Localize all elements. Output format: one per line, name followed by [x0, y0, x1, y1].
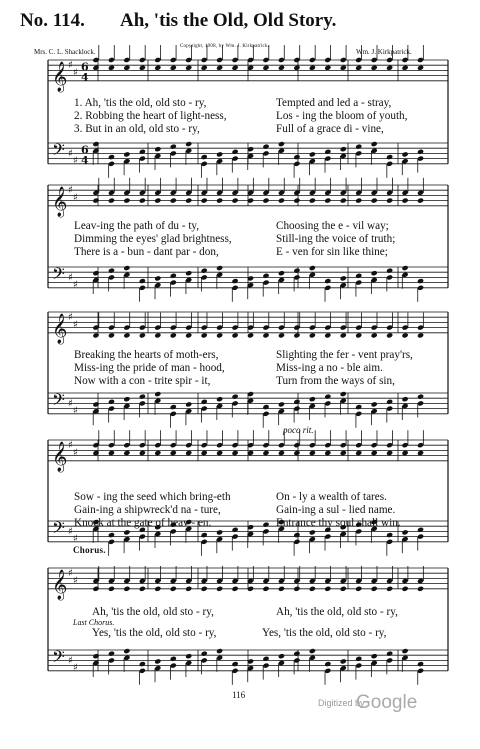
- chorus-line1-left: Ah, 'tis the old, old sto - ry,: [92, 606, 214, 618]
- notehead: [293, 450, 300, 456]
- notehead: [216, 151, 223, 157]
- lyric-s1-v2-right: Los - ing the bloom of youth,: [276, 110, 408, 122]
- notehead: [232, 198, 239, 204]
- notehead: [262, 273, 269, 279]
- notehead: [216, 648, 223, 654]
- notehead: [324, 450, 331, 456]
- notehead: [170, 65, 177, 71]
- notehead: [262, 144, 269, 150]
- notehead: [232, 394, 239, 400]
- bass-clef-icon: 𝄢: [52, 646, 65, 671]
- notehead: [293, 586, 300, 592]
- lyric-s2-v3-left: There is a - bun - dant par - don,: [74, 246, 219, 258]
- lyricist-credit: Mrs. C. L. Shacklock.: [34, 48, 96, 56]
- notehead: [92, 270, 99, 276]
- notehead: [262, 586, 269, 592]
- notehead: [324, 394, 331, 400]
- lyric-s1-v3-left: 3. But in an old, old sto - ry,: [74, 123, 200, 135]
- sharp-icon: ♯: [68, 312, 73, 324]
- lyric-s3-v1-left: Breaking the hearts of moth-ers,: [74, 349, 219, 361]
- notehead: [139, 149, 146, 155]
- notehead: [355, 144, 362, 150]
- notehead: [185, 198, 192, 204]
- notehead: [340, 146, 347, 152]
- notehead: [386, 332, 393, 338]
- notehead: [185, 653, 192, 659]
- notehead: [340, 586, 347, 592]
- notehead: [201, 198, 208, 204]
- notehead: [293, 651, 300, 657]
- notehead: [355, 65, 362, 71]
- notehead: [402, 648, 409, 654]
- sharp-icon: ♯: [68, 398, 73, 410]
- notehead: [123, 529, 130, 535]
- notehead: [216, 65, 223, 71]
- notehead: [262, 450, 269, 456]
- notehead: [232, 332, 239, 338]
- time-signature-bottom: 4: [81, 70, 89, 84]
- notehead: [216, 198, 223, 204]
- lyric-s4-v2-left: Gain-ing a shipwreck'd na - ture,: [74, 504, 221, 516]
- notehead: [309, 396, 316, 402]
- notehead: [278, 198, 285, 204]
- notehead: [123, 648, 130, 654]
- chorus-line2-right: Yes, 'tis the old, old sto - ry,: [262, 627, 387, 639]
- notehead: [371, 653, 378, 659]
- lyric-s2-v1-right: Choosing the e - vil way;: [276, 220, 389, 232]
- notehead: [232, 661, 239, 667]
- notehead: [262, 332, 269, 338]
- sharp-icon: ♯: [68, 440, 73, 452]
- notehead: [386, 450, 393, 456]
- page-number: 116: [232, 690, 246, 700]
- notehead: [170, 144, 177, 150]
- notehead: [340, 332, 347, 338]
- notehead: [402, 332, 409, 338]
- notehead: [154, 65, 161, 71]
- lyric-s1-v3-right: Full of a grace di - vine,: [276, 123, 384, 135]
- notehead: [185, 65, 192, 71]
- notehead: [216, 265, 223, 271]
- notehead: [170, 404, 177, 410]
- sharp-icon: ♯: [68, 185, 73, 197]
- notehead: [402, 529, 409, 535]
- notehead: [262, 198, 269, 204]
- chorus-line2-left: Yes, 'tis the old, old sto - ry,: [92, 627, 217, 639]
- treble-clef-icon: 𝄞: [52, 61, 68, 92]
- sharp-icon: ♯: [73, 533, 78, 545]
- notehead: [92, 653, 99, 659]
- notehead: [185, 332, 192, 338]
- lyric-s4-v3-left: Knock at the gate of heav - en.: [74, 517, 212, 529]
- notehead: [123, 396, 130, 402]
- notehead: [185, 401, 192, 407]
- notehead: [371, 401, 378, 407]
- notehead: [262, 404, 269, 410]
- notehead: [139, 586, 146, 592]
- lyric-s1-v2-left: 2. Robbing the heart of light-ness,: [74, 110, 227, 122]
- lyric-s4-v1-left: Sow - ing the seed which bring-eth: [74, 491, 231, 503]
- notehead: [123, 198, 130, 204]
- notehead: [309, 332, 316, 338]
- notehead: [386, 399, 393, 405]
- notehead: [139, 394, 146, 400]
- notehead: [278, 332, 285, 338]
- notehead: [386, 65, 393, 71]
- notehead: [170, 450, 177, 456]
- notehead: [324, 332, 331, 338]
- notehead: [123, 65, 130, 71]
- notehead: [154, 391, 161, 397]
- notehead: [417, 450, 424, 456]
- notehead: [309, 648, 316, 654]
- notehead: [201, 154, 208, 160]
- google-watermark: Google: [356, 692, 418, 713]
- notehead: [309, 450, 316, 456]
- bass-clef-icon: 𝄢: [52, 139, 65, 164]
- notehead: [293, 399, 300, 405]
- notehead: [139, 661, 146, 667]
- notehead: [324, 149, 331, 155]
- notehead: [278, 270, 285, 276]
- notehead: [355, 450, 362, 456]
- notehead: [417, 278, 424, 284]
- lyric-s3-v2-left: Miss-ing the pride of man - hood,: [74, 362, 225, 374]
- notehead: [201, 532, 208, 538]
- sharp-icon: ♯: [73, 447, 78, 459]
- notehead: [216, 529, 223, 535]
- notehead: [324, 586, 331, 592]
- notehead: [309, 65, 316, 71]
- notehead: [170, 656, 177, 662]
- notehead: [123, 332, 130, 338]
- notehead: [402, 396, 409, 402]
- digitized-by-text: Digitized by: [318, 698, 365, 708]
- notehead: [247, 332, 254, 338]
- notehead: [92, 450, 99, 456]
- notehead: [92, 401, 99, 407]
- notehead: [371, 270, 378, 276]
- bass-clef-icon: 𝄢: [52, 389, 65, 414]
- notehead: [417, 149, 424, 155]
- notehead: [355, 404, 362, 410]
- notehead: [293, 65, 300, 71]
- notehead: [154, 275, 161, 281]
- notehead: [154, 146, 161, 152]
- lyric-s4-v3-right: Entrance thy soul shall win.: [276, 517, 401, 529]
- notehead: [108, 154, 115, 160]
- sharp-icon: ♯: [73, 319, 78, 331]
- notehead: [123, 265, 130, 271]
- notehead: [170, 198, 177, 204]
- bass-clef-icon: 𝄢: [52, 263, 65, 288]
- notehead: [216, 586, 223, 592]
- notehead: [201, 332, 208, 338]
- notehead: [262, 656, 269, 662]
- notehead: [417, 394, 424, 400]
- notehead: [139, 332, 146, 338]
- lyric-s4-v2-right: Gain-ing a sul - lied name.: [276, 504, 396, 516]
- notehead: [417, 586, 424, 592]
- notehead: [170, 273, 177, 279]
- notehead: [340, 450, 347, 456]
- notehead: [386, 651, 393, 657]
- notehead: [108, 399, 115, 405]
- notehead: [417, 527, 424, 533]
- bass-clef-icon: 𝄢: [52, 517, 65, 542]
- notehead: [262, 65, 269, 71]
- notehead: [92, 198, 99, 204]
- notehead: [262, 522, 269, 528]
- notehead: [154, 198, 161, 204]
- notehead: [355, 332, 362, 338]
- time-signature-top: 6: [81, 143, 89, 157]
- notehead: [108, 268, 115, 274]
- notehead: [139, 198, 146, 204]
- notehead: [386, 532, 393, 538]
- notehead: [108, 450, 115, 456]
- lyric-s2-v2-right: Still-ing the voice of truth;: [276, 233, 396, 245]
- sharp-icon: ♯: [73, 67, 78, 79]
- notehead: [340, 275, 347, 281]
- notehead: [324, 65, 331, 71]
- notehead: [309, 151, 316, 157]
- sharp-icon: ♯: [68, 60, 73, 72]
- notehead: [340, 65, 347, 71]
- sharp-icon: ♯: [73, 575, 78, 587]
- notehead: [293, 268, 300, 274]
- notehead: [324, 661, 331, 667]
- hymn-number: No. 114.: [20, 10, 85, 31]
- notehead: [108, 332, 115, 338]
- tempo-marking: poco rit.: [283, 425, 314, 435]
- time-signature-top: 6: [81, 60, 89, 74]
- notehead: [386, 586, 393, 592]
- notehead: [386, 198, 393, 204]
- notehead: [201, 65, 208, 71]
- notehead: [324, 198, 331, 204]
- sharp-icon: ♯: [68, 526, 73, 538]
- notehead: [201, 268, 208, 274]
- notehead: [201, 450, 208, 456]
- notehead: [402, 450, 409, 456]
- notehead: [123, 450, 130, 456]
- notehead: [293, 532, 300, 538]
- notehead: [154, 450, 161, 456]
- notehead: [402, 198, 409, 204]
- notehead: [324, 278, 331, 284]
- treble-clef-icon: 𝄞: [52, 186, 68, 217]
- notehead: [309, 529, 316, 535]
- notehead: [108, 198, 115, 204]
- notehead: [232, 527, 239, 533]
- notehead: [355, 273, 362, 279]
- notehead: [402, 151, 409, 157]
- notehead: [355, 586, 362, 592]
- notehead: [232, 149, 239, 155]
- notehead: [139, 278, 146, 284]
- notehead: [216, 332, 223, 338]
- notehead: [185, 141, 192, 147]
- notehead: [232, 450, 239, 456]
- notehead: [201, 586, 208, 592]
- notehead: [417, 332, 424, 338]
- notehead: [92, 141, 99, 147]
- notehead: [139, 450, 146, 456]
- notehead: [123, 151, 130, 157]
- notehead: [154, 658, 161, 664]
- sharp-icon: ♯: [68, 148, 73, 160]
- notehead: [108, 532, 115, 538]
- notehead: [371, 198, 378, 204]
- notehead: [232, 278, 239, 284]
- sharp-icon: ♯: [73, 155, 78, 167]
- notehead: [108, 651, 115, 657]
- notehead: [417, 661, 424, 667]
- sharp-icon: ♯: [68, 655, 73, 667]
- lyric-s1-v1-right: Tempted and led a - stray,: [276, 97, 392, 109]
- notehead: [371, 586, 378, 592]
- composer-credit: Wm. J. Kirkpatrick.: [356, 48, 412, 56]
- notehead: [185, 586, 192, 592]
- notehead: [216, 396, 223, 402]
- lyric-s1-v1-left: 1. Ah, 'tis the old, old sto - ry,: [74, 97, 207, 109]
- sharp-icon: ♯: [68, 568, 73, 580]
- notehead: [417, 198, 424, 204]
- notehead: [371, 450, 378, 456]
- notehead: [371, 65, 378, 71]
- notehead: [386, 268, 393, 274]
- notehead: [371, 332, 378, 338]
- notehead: [340, 391, 347, 397]
- notehead: [417, 65, 424, 71]
- notehead: [371, 141, 378, 147]
- notehead: [92, 586, 99, 592]
- notehead: [278, 653, 285, 659]
- notehead: [293, 154, 300, 160]
- copyright-notice: Copyright, 1908, by Wm. J. Kirkpatrick.: [180, 44, 270, 49]
- notehead: [340, 658, 347, 664]
- notehead: [355, 198, 362, 204]
- notehead: [232, 586, 239, 592]
- notehead: [170, 332, 177, 338]
- notehead: [92, 65, 99, 71]
- sharp-icon: ♯: [73, 405, 78, 417]
- notehead: [201, 399, 208, 405]
- notehead: [278, 401, 285, 407]
- lyric-s4-v1-right: On - ly a wealth of tares.: [276, 491, 387, 503]
- time-signature-bottom: 4: [81, 153, 89, 167]
- notehead: [185, 270, 192, 276]
- notehead: [154, 586, 161, 592]
- notehead: [309, 265, 316, 271]
- notehead: [185, 450, 192, 456]
- sharp-icon: ♯: [73, 662, 78, 674]
- last-chorus-label: Last Chorus.: [73, 618, 115, 627]
- lyric-s3-v3-right: Turn from the ways of sin,: [276, 375, 395, 387]
- lyric-s2-v1-left: Leav-ing the path of du - ty,: [74, 220, 200, 232]
- notehead: [232, 65, 239, 71]
- lyric-s3-v1-right: Slighting the fer - vent pray'rs,: [276, 349, 413, 361]
- lyric-s2-v3-right: E - ven for sin like thine;: [276, 246, 388, 258]
- lyric-s3-v3-left: Now with a con - trite spir - it,: [74, 375, 211, 387]
- notehead: [278, 141, 285, 147]
- chorus-line1-right: Ah, 'tis the old, old sto - ry,: [276, 606, 398, 618]
- notehead: [309, 198, 316, 204]
- notehead: [402, 65, 409, 71]
- lyric-s2-v2-left: Dimming the eyes' glad brightness,: [74, 233, 232, 245]
- notehead: [108, 586, 115, 592]
- notehead: [309, 586, 316, 592]
- notehead: [108, 65, 115, 71]
- treble-clef-icon: 𝄞: [52, 313, 68, 344]
- sharp-icon: ♯: [73, 279, 78, 291]
- notehead: [386, 154, 393, 160]
- notehead: [92, 332, 99, 338]
- notehead: [402, 586, 409, 592]
- sharp-icon: ♯: [73, 192, 78, 204]
- notehead: [278, 450, 285, 456]
- notehead: [293, 198, 300, 204]
- notehead: [201, 651, 208, 657]
- notehead: [293, 332, 300, 338]
- notehead: [340, 198, 347, 204]
- treble-clef-icon: 𝄞: [52, 569, 68, 600]
- notehead: [216, 450, 223, 456]
- sharp-icon: ♯: [68, 272, 73, 284]
- treble-clef-icon: 𝄞: [52, 441, 68, 472]
- notehead: [170, 586, 177, 592]
- notehead: [154, 332, 161, 338]
- hymn-title: Ah, 'tis the Old, Old Story.: [120, 10, 337, 31]
- notehead: [139, 65, 146, 71]
- lyric-s3-v2-right: Miss-ing a no - ble aim.: [276, 362, 383, 374]
- notehead: [123, 586, 130, 592]
- notehead: [278, 65, 285, 71]
- notehead: [402, 265, 409, 271]
- chorus-label: Chorus.: [73, 545, 106, 555]
- notehead: [355, 656, 362, 662]
- notehead: [278, 586, 285, 592]
